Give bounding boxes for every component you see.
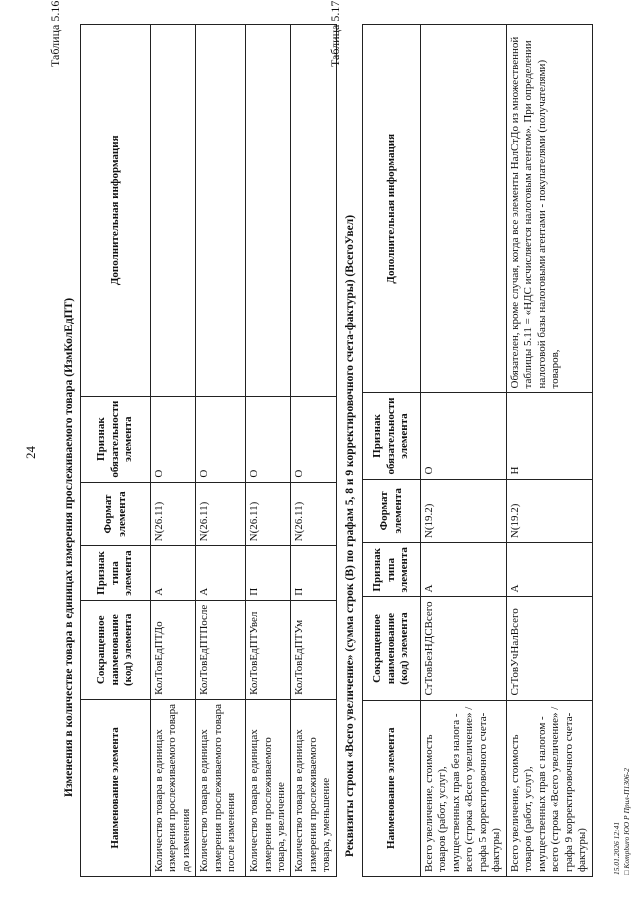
- table-cell: N(26.11): [196, 482, 246, 546]
- table-cell: [246, 25, 291, 397]
- table1: [80, 24, 337, 877]
- table-cell: N(26.11): [246, 482, 291, 546]
- footer-ref: □ Kompburo ЮО Р Прил-П1306-2: [621, 768, 631, 875]
- footer-date: 15.01.2026 12:41: [612, 821, 621, 875]
- table-cell: Всего увеличение, стоимость товаров (работ, услуг), имущественных прав без налога - всего (строка «Всего увеличение» /графа 5 корректировочного счета-фактуры): [421, 700, 507, 876]
- table-cell: А: [421, 543, 507, 597]
- table-cell: [291, 25, 336, 397]
- table-cell: О: [291, 396, 336, 482]
- table1-header-cell: Сокращенное наименование (код) элемента: [81, 600, 151, 699]
- table1-header-cell: Дополнительная информация: [81, 25, 151, 397]
- table-cell: [421, 25, 507, 394]
- table-cell: А: [196, 546, 246, 600]
- table-cell: О: [196, 396, 246, 482]
- table-cell: А: [507, 543, 593, 597]
- page-number: 24: [23, 446, 38, 459]
- table-row: [151, 25, 196, 877]
- table2-header-cell: Признак типа элемента: [363, 543, 421, 597]
- table-cell: КолТовЕдПТПосле: [196, 600, 246, 699]
- table-cell: П: [291, 546, 336, 600]
- table-cell: КолТовЕдПТУвел: [246, 600, 291, 699]
- table-cell: [196, 25, 246, 397]
- table2-header-cell: Формат элемента: [363, 479, 421, 543]
- table-row: [507, 25, 593, 877]
- table-cell: [151, 25, 196, 397]
- table-cell: N(19.2): [421, 479, 507, 543]
- table1-title: Изменения в количестве товара в единицах измерения прослеживаемого товара (ИзмКолЕдПТ): [63, 297, 75, 797]
- table-row: [291, 25, 336, 877]
- table1-header-cell: Наименование элемента: [81, 699, 151, 876]
- table-cell: N(26.11): [151, 482, 196, 546]
- table2-header-cell: Признак обязательности элемента: [363, 393, 421, 479]
- footer-stamp: [612, 768, 632, 875]
- table2-label: Таблица 5.17: [328, 0, 342, 67]
- table2-header-cell: Сокращенное наименование (код) элемента: [363, 597, 421, 700]
- table-cell: СтТовБезНДСВсего: [421, 597, 507, 700]
- table-row: [246, 25, 291, 877]
- table2-header-cell: Наименование элемента: [363, 700, 421, 876]
- table-cell: А: [151, 546, 196, 600]
- table1-header-cell: Признак типа элемента: [81, 546, 151, 600]
- table1-label: Таблица 5.16: [48, 0, 62, 67]
- table-cell: N(19.2): [507, 479, 593, 543]
- table-cell: N(26.11): [291, 482, 336, 546]
- table2-header-cell: Дополнительная информация: [363, 25, 421, 394]
- table-cell: О: [151, 396, 196, 482]
- table-cell: Обязателен, кроме случая, когда все элементы НалСтДо из множественной таблицы 5.11 = «НДС исчисляется налоговым агентом». При определении налоговой базы налоговыми агентами - покупателями (получателями) товаров,: [507, 25, 593, 394]
- table-cell: Н: [507, 393, 593, 479]
- table-cell: П: [246, 546, 291, 600]
- table2-title: Реквизиты строки «Всего увеличение» (сумма строк (В) по графам 5, 8 и 9 корректировочного счета-фактуры) (ВсегоУвел): [344, 214, 356, 857]
- table-cell: СтТовУчНалВсего: [507, 597, 593, 700]
- table-cell: О: [421, 393, 507, 479]
- table-cell: Количество товара в единицах измерения прослеживаемого товара, увеличение: [246, 699, 291, 876]
- table-cell: Количество товара в единицах измерения прослеживаемого товара, уменьшение: [291, 699, 336, 876]
- table-cell: КолТовЕдПТУм: [291, 600, 336, 699]
- table-cell: Всего увеличение, стоимость товаров (работ, услуг), имущественных прав с налогом - всего (строка «Всего увеличение» /графа 9 корректировочного счета-фактуры): [507, 700, 593, 876]
- table1-header-row: [81, 25, 151, 877]
- table2: [362, 24, 593, 877]
- table-row: [421, 25, 507, 877]
- table1-header-cell: Формат элемента: [81, 482, 151, 546]
- table-row: [196, 25, 246, 877]
- table-cell: О: [246, 396, 291, 482]
- table-cell: Количество товара в единицах измерения прослеживаемого товара до изменения: [151, 699, 196, 876]
- table-cell: Количество товара в единицах измерения прослеживаемого товара после изменения: [196, 699, 246, 876]
- table1-header-cell: Признак обязательности элемента: [81, 396, 151, 482]
- table2-header-row: [363, 25, 421, 877]
- table-cell: КолТовЕдПТДо: [151, 600, 196, 699]
